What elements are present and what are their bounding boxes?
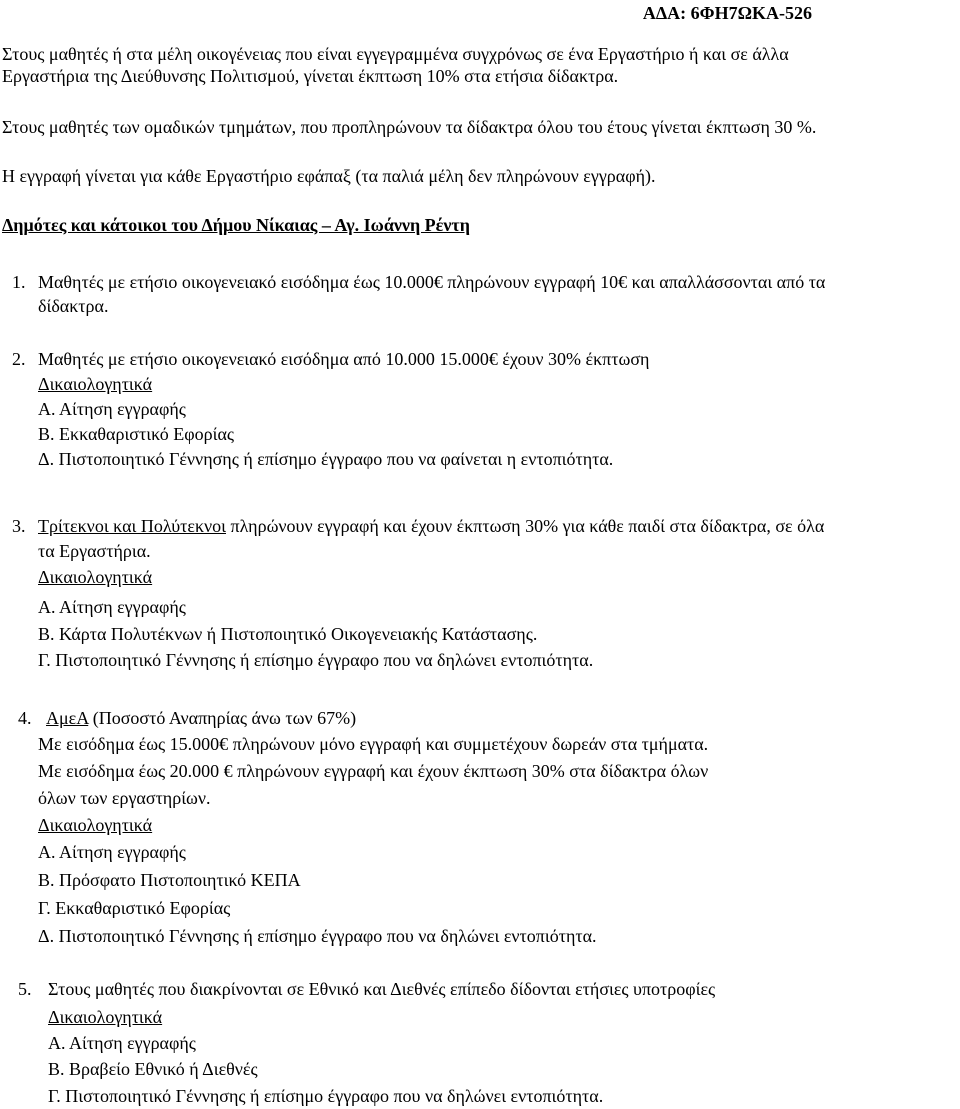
section-title: Δημότες και κάτοικοι του Δήμου Νίκαιας – Αγ. Ιωάννη Ρέντη [2, 215, 470, 235]
item-3-doc-c: Γ. Πιστοποιητικό Γέννησης ή επίσημο έγγραφο που να δηλώνει εντοπιότητα. [38, 650, 594, 670]
item-1-line-2: δίδακτρα. [38, 296, 109, 316]
item-3-doc-a: Α. Αίτηση εγγραφής [38, 597, 186, 617]
item-3-link: Τρίτεκνοι και Πολύτεκνοι [38, 516, 227, 536]
item-3-doc-b: Β. Κάρτα Πολυτέκνων ή Πιστοποιητικό Οικογενειακής Κατάστασης. [38, 624, 538, 644]
item-4-line-1 [46, 707, 356, 729]
item-2-doc-d: Δ. Πιστοποιητικό Γέννησης ή επίσημο έγγραφο που να φαίνεται η εντοπιότητα. [38, 449, 614, 469]
item-4-link: ΑμεΑ [46, 708, 89, 728]
item-3-number: 3. [12, 516, 26, 536]
item-3-line-1-rest: πληρώνουν εγγραφή και έχουν έκπτωση 30% για κάθε παιδί στα δίδακτρα, σε όλα [226, 516, 825, 536]
item-5-line-1: Στους μαθητές που διακρίνονται σε Εθνικό και Διεθνές επίπεδο δίδονται ετήσιες υποτροφίες [48, 979, 716, 999]
item-1-line-1: Μαθητές με ετήσιο οικογενειακό εισόδημα έως 10.000€ πληρώνουν εγγραφή 10€ και απαλλάσσονται από τα [38, 272, 826, 292]
item-4-line-3: Με εισόδημα έως 20.000 € πληρώνουν εγγραφή και έχουν έκπτωση 30% στα δίδακτρα όλων [38, 761, 709, 781]
item-4-doc-b: Β. Πρόσφατο Πιστοποιητικό ΚΕΠΑ [38, 870, 301, 890]
item-4-doc-c: Γ. Εκκαθαριστικό Εφορίας [38, 898, 231, 918]
item-5-doc-c: Γ. Πιστοποιητικό Γέννησης ή επίσημο έγγραφο που να δηλώνει εντοπιότητα. [48, 1086, 604, 1106]
item-5-docs-label: Δικαιολογητικά [48, 1007, 163, 1027]
item-4-doc-d: Δ. Πιστοποιητικό Γέννησης ή επίσημο έγγραφο που να δηλώνει εντοπιότητα. [38, 926, 597, 946]
item-3-line-2: τα Εργαστήρια. [38, 541, 151, 561]
item-1-number: 1. [12, 272, 26, 292]
item-2-doc-b: Β. Εκκαθαριστικό Εφορίας [38, 424, 235, 444]
item-2-docs-label: Δικαιολογητικά [38, 374, 153, 394]
item-5-doc-a: Α. Αίτηση εγγραφής [48, 1033, 196, 1053]
item-2-line-1: Μαθητές με ετήσιο οικογενειακό εισόδημα από 10.000 15.000€ έχουν 30% έκπτωση [38, 349, 650, 369]
item-4-docs-label: Δικαιολογητικά [38, 815, 153, 835]
item-3-docs-label: Δικαιολογητικά [38, 567, 153, 587]
item-2-number: 2. [12, 349, 26, 369]
item-4-line-4: όλων των εργαστηρίων. [38, 788, 211, 808]
intro-paragraph-3: Η εγγραφή γίνεται για κάθε Εργαστήριο εφάπαξ (τα παλιά μέλη δεν πληρώνουν εγγραφή). [2, 166, 656, 186]
item-3-line-1 [38, 515, 824, 537]
item-5-number: 5. [18, 979, 32, 999]
item-2-doc-a: Α. Αίτηση εγγραφής [38, 399, 186, 419]
intro-paragraph-1-line-2: Εργαστήρια της Διεύθυνσης Πολιτισμού, γίνεται έκπτωση 10% στα ετήσια δίδακτρα. [2, 66, 619, 86]
item-5-doc-b: Β. Βραβείο Εθνικό ή Διεθνές [48, 1059, 258, 1079]
intro-paragraph-2: Στους μαθητές των ομαδικών τμημάτων, που προπληρώνουν τα δίδακτρα όλου του έτους γίνεται έκπτωση 30 %. [2, 117, 817, 137]
intro-paragraph-1-line-1: Στους μαθητές ή στα μέλη οικογένειας που είναι εγγεγραμμένα συγχρόνως σε ένα Εργαστήριο ή και σε άλλα [2, 44, 789, 64]
item-4-line-1-rest: (Ποσοστό Αναπηρίας άνω των 67%) [88, 708, 357, 728]
item-4-number: 4. [18, 708, 32, 728]
document-ada-code: ΑΔΑ: 6ΦΗ7ΩΚΑ-526 [642, 3, 812, 23]
item-4-doc-a: Α. Αίτηση εγγραφής [38, 842, 186, 862]
item-4-line-2: Με εισόδημα έως 15.000€ πληρώνουν μόνο εγγραφή και συμμετέχουν δωρεάν στα τμήματα. [38, 734, 709, 754]
